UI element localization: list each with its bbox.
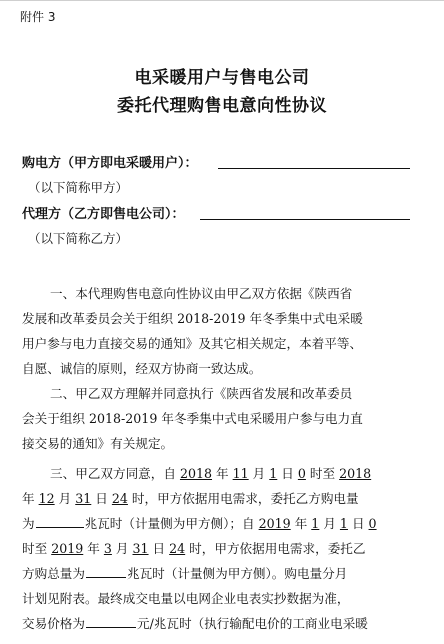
start-year-1: 2018 — [179, 466, 213, 481]
clause-3-text: 方购总量为 — [22, 566, 85, 581]
clause-2-line-3: 接交易的通知》有关规定。 — [22, 436, 174, 451]
clause-3-text: 时，甲方依据用电需求，委托乙 — [185, 541, 366, 556]
annex-label: 附件 3 — [20, 10, 56, 24]
agent-abbreviation-note: （以下简称乙方） — [28, 231, 129, 246]
page-top-border — [0, 0, 444, 1]
start-month-1: 11 — [232, 466, 249, 481]
clause-3-line-7 — [22, 613, 368, 632]
clause-1-line-1: 一、本代理购售电意向性协议由甲乙双方依据《陕西省 — [50, 286, 353, 301]
buyer-abbreviation-note: （以下简称甲方） — [28, 180, 129, 195]
start-day-1: 1 — [269, 466, 278, 481]
clause-3-text: 日 — [277, 466, 298, 481]
clause-3-text: 时至 — [22, 541, 52, 556]
clause-3-text: 年 — [212, 466, 233, 481]
clause-2-line-2: 会关于组织 2018-2019 年冬季集中式电采暖用户参与电力直 — [22, 411, 363, 426]
end-year-2: 2019 — [51, 541, 84, 556]
total-quantity-blank[interactable] — [86, 565, 126, 578]
clause-3-text: 月 — [319, 516, 340, 531]
end-month-1: 12 — [38, 491, 55, 506]
start-hour-1: 0 — [297, 466, 306, 481]
end-hour-1: 24 — [111, 491, 128, 506]
clause-2-line-1: 二、甲乙双方理解并同意执行《陕西省发展和改革委员 — [50, 386, 353, 401]
clause-3-text: 日 — [347, 516, 369, 531]
end-year-1: 2018 — [339, 466, 372, 481]
end-day-2: 31 — [132, 541, 149, 556]
clause-3-text: 为 — [22, 516, 35, 531]
clause-3-text: 日 — [148, 541, 170, 556]
clause-1-line-3: 用户参与电力直接交易的通知》及其它相关规定，本着平等、 — [22, 336, 363, 351]
clause-3-text: 日 — [91, 491, 112, 506]
document-title-line-1: 电采暖用户与售电公司 — [134, 68, 310, 88]
end-hour-2: 24 — [169, 541, 186, 556]
end-day-1: 31 — [75, 491, 92, 506]
buyer-name-blank[interactable] — [218, 168, 410, 169]
start-hour-2: 0 — [368, 516, 377, 531]
clause-3-text: 交易价格为 — [22, 616, 85, 631]
clause-3-text: 时，甲方依据用电需求，委托乙方购电量 — [127, 491, 359, 506]
quantity-1-blank[interactable] — [36, 515, 84, 528]
clause-3-line-3 — [22, 513, 377, 532]
clause-3-text: 三、甲乙双方同意，自 — [50, 466, 180, 481]
clause-3-line-6: 计划见附表。最终成交电量以电网企业电表实抄数据为准， — [22, 591, 350, 606]
clause-3-text: 年 — [83, 541, 104, 556]
clause-3-line-5 — [22, 563, 347, 582]
clause-3-text: 元/兆瓦时（执行输配电价的工商业电采暖 — [136, 616, 368, 631]
clause-3-text: 月 — [111, 541, 133, 556]
clause-3-line-2 — [22, 488, 359, 507]
clause-1-line-4: 自愿、诚信的原则，经双方协商一致达成。 — [22, 361, 262, 376]
agent-party-label: 代理方（乙方即售电公司）： — [22, 207, 185, 222]
clause-3-line-4 — [22, 538, 366, 557]
buyer-party-label: 购电方（甲方即电采暖用户）： — [22, 156, 198, 171]
clause-3-text: 月 — [248, 466, 270, 481]
end-month-2: 3 — [103, 541, 112, 556]
clause-3-text: 年 — [22, 491, 39, 506]
clause-1-line-2: 发展和改革委员会关于组织 2018-2019 年冬季集中式电采暖 — [22, 311, 363, 326]
start-year-2: 2019 — [258, 516, 291, 531]
clause-3-text: 兆瓦时（计量侧为甲方侧）。购电量分月 — [126, 566, 348, 581]
clause-3-text: 兆瓦时（计量侧为甲方侧）；自 — [84, 516, 259, 531]
start-month-2: 1 — [311, 516, 320, 531]
start-day-2: 1 — [339, 516, 348, 531]
price-blank[interactable] — [86, 615, 136, 628]
document-title-line-2: 委托代理购售电意向性协议 — [117, 96, 327, 116]
clause-3-text: 年 — [290, 516, 312, 531]
clause-3-text: 时至 — [305, 466, 340, 481]
clause-3-text: 月 — [54, 491, 76, 506]
clause-3-line-1 — [50, 463, 371, 482]
agent-name-blank[interactable] — [200, 219, 410, 220]
